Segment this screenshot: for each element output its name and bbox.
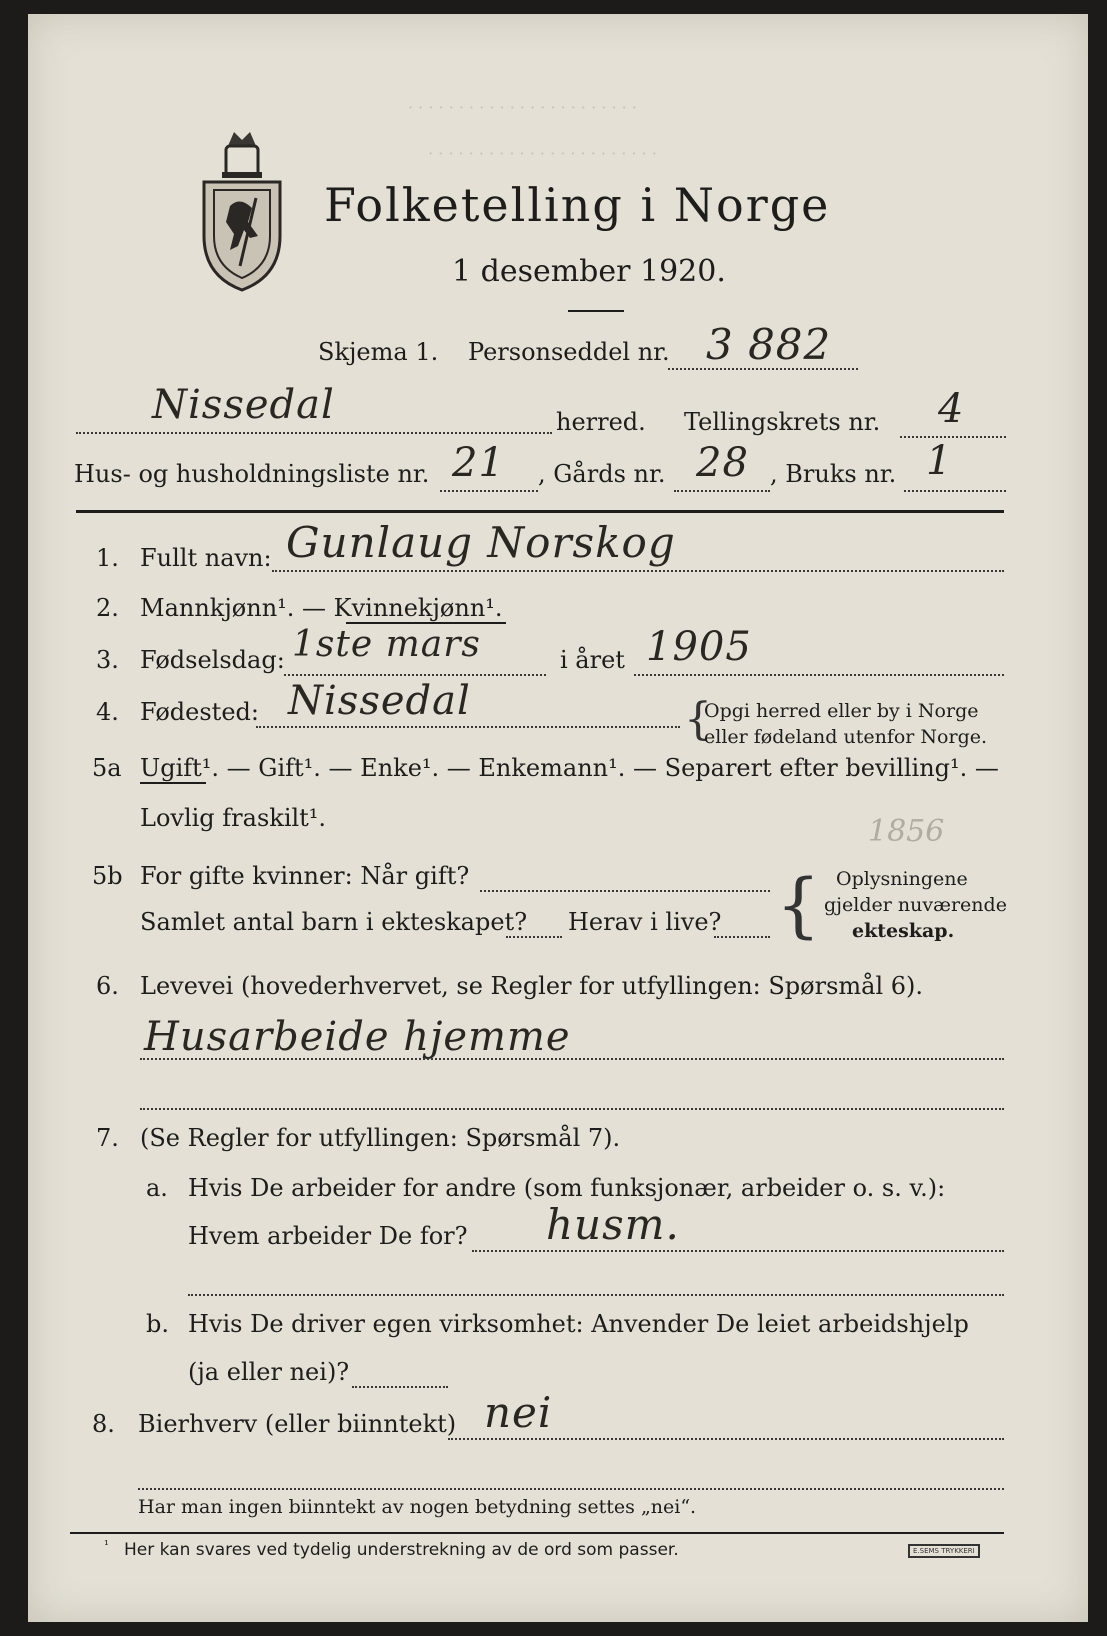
q4-brace: { [684, 694, 712, 745]
q3-year-label: i året [560, 646, 625, 674]
personseddel-number: 3 882 [706, 320, 832, 369]
margin-annotation: 1856 [868, 814, 945, 849]
birthplace-value: Nissedal [288, 678, 471, 724]
header-rule [76, 510, 1004, 513]
q1-line [272, 570, 1004, 572]
q3-line [284, 674, 546, 676]
schema-label: Skjema 1. [318, 338, 439, 366]
q2-number: 2. [96, 594, 119, 622]
q5b-children-line [506, 936, 562, 938]
q3-label: Fødselsdag: [140, 646, 285, 674]
gards-value: 28 [696, 440, 749, 486]
census-date: 1 desember 1920. [452, 254, 726, 289]
q5b-note-line2: gjelder nuværende [824, 894, 1007, 916]
birth-year-value: 1905 [646, 624, 752, 670]
q5b-note-line3: ekteskap. [852, 920, 955, 942]
herred-line [76, 432, 552, 434]
ugift-underline [140, 782, 206, 784]
q7a-label2: Hvem arbeider De for? [188, 1222, 468, 1250]
occupation-value: Husarbeide hjemme [144, 1014, 571, 1060]
personseddel-label: Personseddel nr. [468, 338, 670, 366]
herred-label: herred. [556, 408, 646, 436]
q8-line2 [138, 1488, 1004, 1490]
q4-number: 4. [96, 698, 119, 726]
bleed-through-text: · · · · · · · · · · · · · · · · · · · · · · · [428, 144, 657, 163]
q6-line2 [140, 1108, 1004, 1110]
q7a-line2 [188, 1294, 1004, 1296]
footnote-text: Her kan svares ved tydelig understrekning av de ord som passer. [124, 1540, 679, 1560]
husholdning-label: Hus- og husholdningsliste nr. [74, 460, 430, 488]
q5b-label: For gifte kvinner: Når gift? [140, 862, 470, 890]
title-divider [568, 310, 624, 312]
herred-value: Nissedal [152, 382, 335, 428]
q5b-note-line1: Oplysningene [836, 868, 968, 890]
q3-number: 3. [96, 646, 119, 674]
footnote-mark: ¹ [104, 1538, 109, 1552]
q8-label: Bierhverv (eller biinntekt) [138, 1410, 457, 1438]
gards-line [674, 490, 770, 492]
q1-number: 1. [96, 544, 119, 572]
q4-note-line2: eller fødeland utenfor Norge. [704, 726, 988, 748]
q8-line1 [448, 1438, 1004, 1440]
bruks-value: 1 [926, 438, 953, 484]
gards-label: , Gårds nr. [538, 460, 666, 488]
page-title: Folketelling i Norge [324, 178, 831, 232]
bleed-through-text: · · · · · · · · · · · · · · · · · · · · · · · [408, 98, 637, 117]
q4-note-line1: Opgi herred eller by i Norge [704, 700, 979, 722]
q7a-label: Hvis De arbeider for andre (som funksjonær, arbeider o. s. v.): [188, 1174, 946, 1202]
census-form-page [28, 14, 1088, 1622]
q6-label: Levevei (hovederhvervet, se Regler for utfyllingen: Spørsmål 6). [140, 972, 924, 1000]
q5b-number: 5b [92, 862, 123, 890]
footer-note: Har man ingen biinntekt av nogen betydning settes „nei“. [138, 1496, 697, 1518]
q1-label: Fullt navn: [140, 544, 272, 572]
q5a-number: 5a [92, 754, 122, 782]
q5b-label3: Herav i live? [568, 908, 722, 936]
q4-label: Fødested: [140, 698, 259, 726]
q7a-line1 [472, 1250, 1004, 1252]
q5b-married-line [480, 890, 770, 892]
tellingskrets-label: Tellingskrets nr. [684, 408, 881, 436]
q3-year-line [634, 674, 1004, 676]
q6-line1 [140, 1058, 1004, 1060]
side-income-value: nei [484, 1388, 553, 1437]
q5b-alive-line [714, 936, 770, 938]
husholdning-value: 21 [452, 440, 505, 486]
q5b-brace: { [776, 864, 821, 946]
husholdning-line [440, 490, 538, 492]
q7-label: (Se Regler for utfyllingen: Spørsmål 7). [140, 1124, 621, 1152]
printer-stamp: E.SEMS TRYKKERI [908, 1544, 980, 1558]
q5a-label: Ugift¹. — Gift¹. — Enke¹. — Enkemann¹. — Separert efter bevilling¹. — [140, 754, 999, 782]
bruks-label: , Bruks nr. [770, 460, 897, 488]
q7a-letter: a. [146, 1174, 168, 1202]
q8-number: 8. [92, 1410, 115, 1438]
footer-rule [70, 1532, 1004, 1534]
q7b-line [352, 1386, 448, 1388]
employer-value: husm. [546, 1200, 680, 1249]
q5b-label2: Samlet antal barn i ekteskapet? [140, 908, 528, 936]
q4-line [256, 726, 680, 728]
tellingskrets-value: 4 [938, 386, 965, 432]
full-name-value: Gunlaug Norskog [286, 518, 676, 567]
q7-number: 7. [96, 1124, 119, 1152]
q7b-label2: (ja eller nei)? [188, 1358, 350, 1386]
q6-number: 6. [96, 972, 119, 1000]
q7b-letter: b. [146, 1310, 169, 1338]
bruks-line [904, 490, 1006, 492]
q2-label: Mannkjønn¹. — Kvinnekjønn¹. [140, 594, 503, 622]
q7b-label: Hvis De driver egen virksomhet: Anvender De leiet arbeidshjelp [188, 1310, 969, 1338]
q5a-label2: Lovlig fraskilt¹. [140, 804, 327, 832]
birth-date-value: 1ste mars [292, 624, 481, 665]
coat-of-arms-icon [200, 126, 284, 292]
tellingskrets-line [900, 436, 1006, 438]
